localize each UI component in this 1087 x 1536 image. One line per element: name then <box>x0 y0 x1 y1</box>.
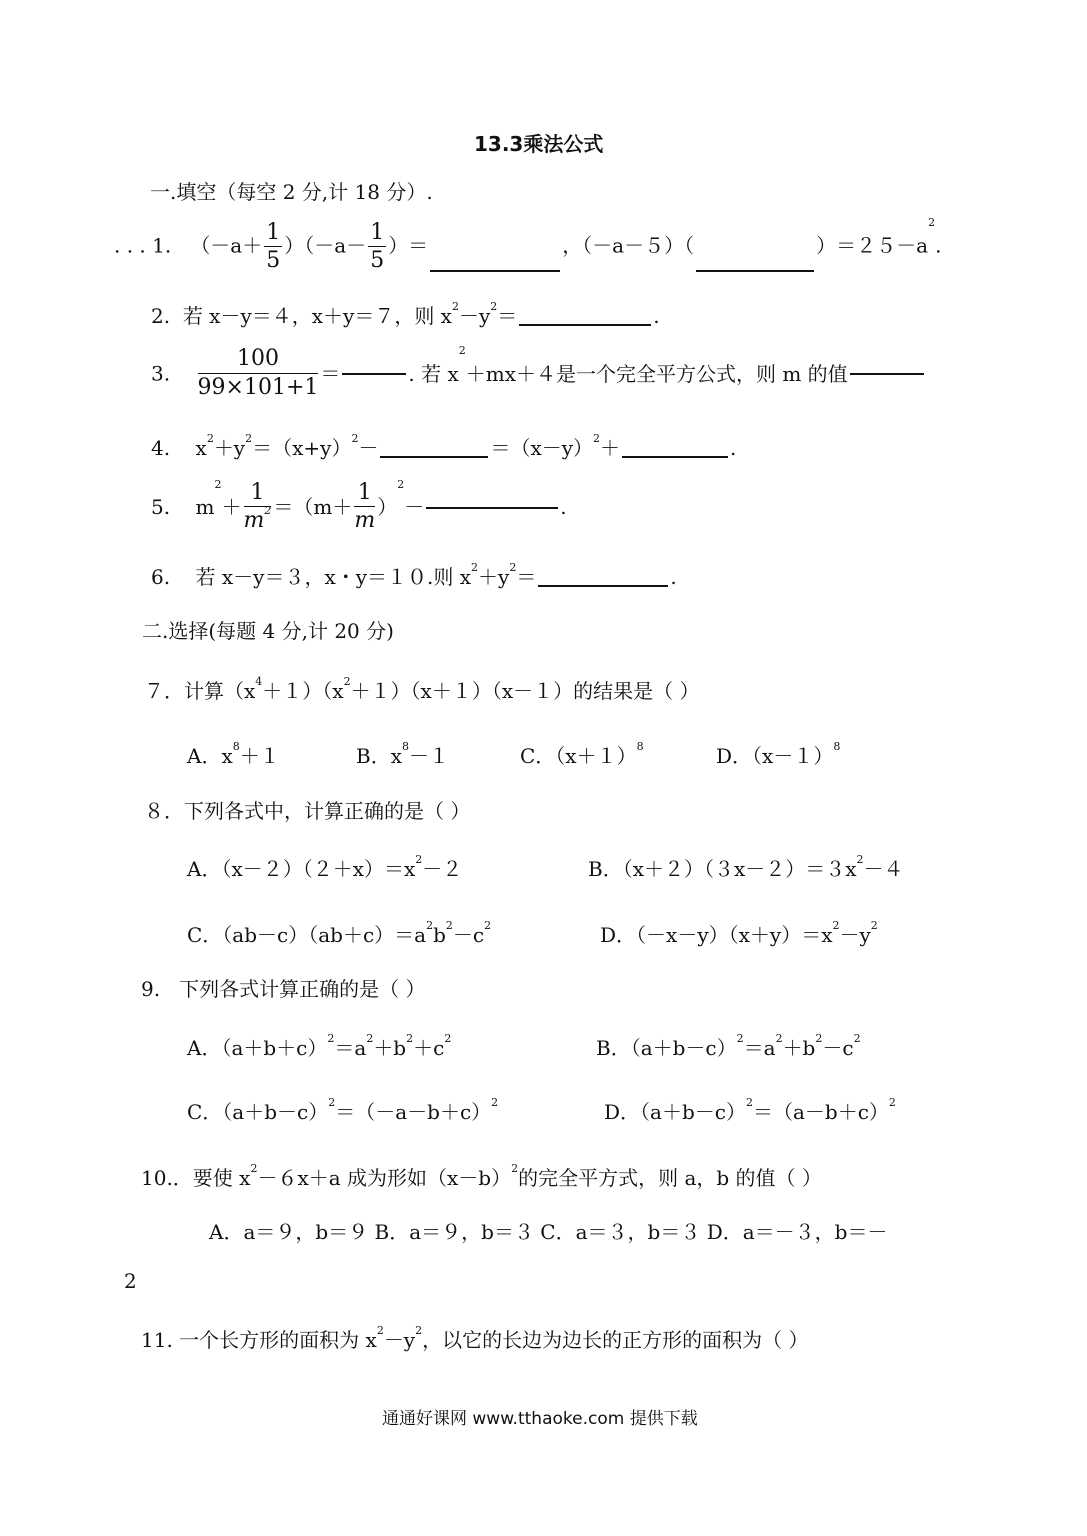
q1-text: （－a＋ <box>190 233 263 258</box>
footer-source: 通通好课网 www.tthaoke.com 提供下载 <box>382 1409 698 1429</box>
question-number: 9. <box>141 977 161 1001</box>
fraction-100-over-product: $\frac{100}{99\times 101+1}$ <box>197 346 319 400</box>
fraction: $\frac{1}{5}$ <box>370 220 385 273</box>
question-1: . . . 1. （－a＋ $\frac{1}{5}$ ）（－a－ $\frac{1}{5}$ ）＝ ，（－a－５）（ ）$=25-a^2$. <box>114 216 942 273</box>
answer-blank[interactable] <box>538 584 668 587</box>
option-c[interactable]: C．$(a+b-c)^2=(-a-b+c)^2$ <box>187 1096 499 1124</box>
option-d[interactable]: D．$(-x-y)(x+y)=x^2-y^2$ <box>600 919 878 947</box>
question-number: 5. <box>151 495 171 519</box>
answer-blank[interactable] <box>342 372 406 375</box>
q3-text: . 若 $x^2+mx+4$是一个完全平方公式，则 m 的值 <box>408 343 848 386</box>
q10-options[interactable]: A．a＝９，b＝９ B．a＝９，b＝３ C．a＝３，b＝３ D．a＝－３，b＝－ <box>209 1220 888 1244</box>
question-number: . . . 1. <box>114 233 172 258</box>
section-fill-in-heading: 一.填空（每空 2 分,计 18 分）. <box>150 180 433 204</box>
q2-text: 若 x－y＝４，x＋y＝７，则 x <box>182 304 452 328</box>
question-11: 11. 一个长方形的面积为 $x^2-y^2$，以它的长边为边长的正方形的面积为（ ） <box>141 1324 809 1352</box>
fraction: $\frac{1}{m}$ <box>354 480 376 533</box>
q1-text: ）（－a－ <box>284 233 367 258</box>
question-10: 10.．要使 $x^2-6x+a$ 成为形如$(x-b)^2$的完全平方式，则 a，b 的值（ ） <box>141 1162 822 1190</box>
question-number: 2. <box>151 304 171 328</box>
option-a[interactable]: A．$x^8+1$ <box>187 740 280 768</box>
question-number: 4. <box>151 436 171 460</box>
fraction: $\frac{1}{5}$ <box>266 220 281 273</box>
question-8: ８．下列各式中，计算正确的是（ ） <box>144 799 471 823</box>
option-b[interactable]: B．$(x+2)(3x-2)=3x^2-4$ <box>588 853 904 881</box>
option-a[interactable]: A．$(a+b+c)^2=a^2+b^2+c^2$ <box>187 1032 452 1060</box>
answer-blank[interactable] <box>519 323 651 326</box>
option-b[interactable]: B．$(a+b-c)^2=a^2+b^2-c^2$ <box>596 1032 861 1060</box>
q10-options-wrap: 2 <box>124 1269 137 1293</box>
option-b[interactable]: B．$x^8-1$ <box>356 740 449 768</box>
q1-text: （ <box>684 233 695 258</box>
answer-blank[interactable] <box>850 372 924 375</box>
option-d[interactable]: D．$(a+b-c)^2=(a-b+c)^2$ <box>604 1096 896 1124</box>
question-2: 2. 若 x－y＝４，x＋y＝７，则 $x^2-y^2=$ . <box>151 300 660 328</box>
question-9: 9. 下列各式计算正确的是（ ） <box>141 977 426 1001</box>
question-7: ７．计算$(x^4+1)(x^2+1)(x+1)(x-1)$的结果是（ ） <box>144 675 700 703</box>
option-c[interactable]: C．$(ab-c)(ab+c)=a^2b^2-c^2$ <box>187 919 492 947</box>
answer-blank[interactable] <box>622 455 728 458</box>
fraction: $\frac{1}{m^2}$ <box>243 480 272 533</box>
question-6: 6. 若 x－y＝３，x・y＝１０.则 $x^2+y^2=$ . <box>151 561 677 589</box>
option-a[interactable]: A．$(x-2)(2+x)=x^2-2$ <box>187 853 463 881</box>
answer-blank[interactable] <box>426 506 558 509</box>
option-c[interactable]: C．$(x+1)^8$ <box>520 740 644 768</box>
question-number: 3. <box>151 361 171 386</box>
section-choice-heading: 二.选择(每题 4 分,计 20 分) <box>142 619 394 643</box>
answer-blank[interactable] <box>696 269 814 272</box>
q1-text: ＝２５－a <box>836 233 929 258</box>
q1-text: ） <box>816 233 837 258</box>
answer-blank[interactable] <box>380 455 488 458</box>
answer-blank[interactable] <box>430 269 560 272</box>
question-3: 3. $\frac{100}{99\times 101+1}$ ＝ . 若 $x^2+mx+4$是一个完全平方公式，则 m 的值 <box>151 348 926 399</box>
q1-text: ，（－a－５） <box>562 233 685 258</box>
page-title: 13.3乘法公式 <box>474 132 604 156</box>
option-d[interactable]: D．$(x-1)^8$ <box>716 740 841 768</box>
question-5: 5. $m^2+$ $\frac{1}{m^2}$ ＝（m＋ $\frac{1}{m}$ ）$^2$－ . <box>151 477 567 533</box>
q1-text: ）＝ <box>388 233 429 258</box>
question-4: 4. $x^2+y^2=(x+y)^2- =(x-y)^2+$ . <box>151 432 737 460</box>
question-number: 6. <box>151 565 171 589</box>
